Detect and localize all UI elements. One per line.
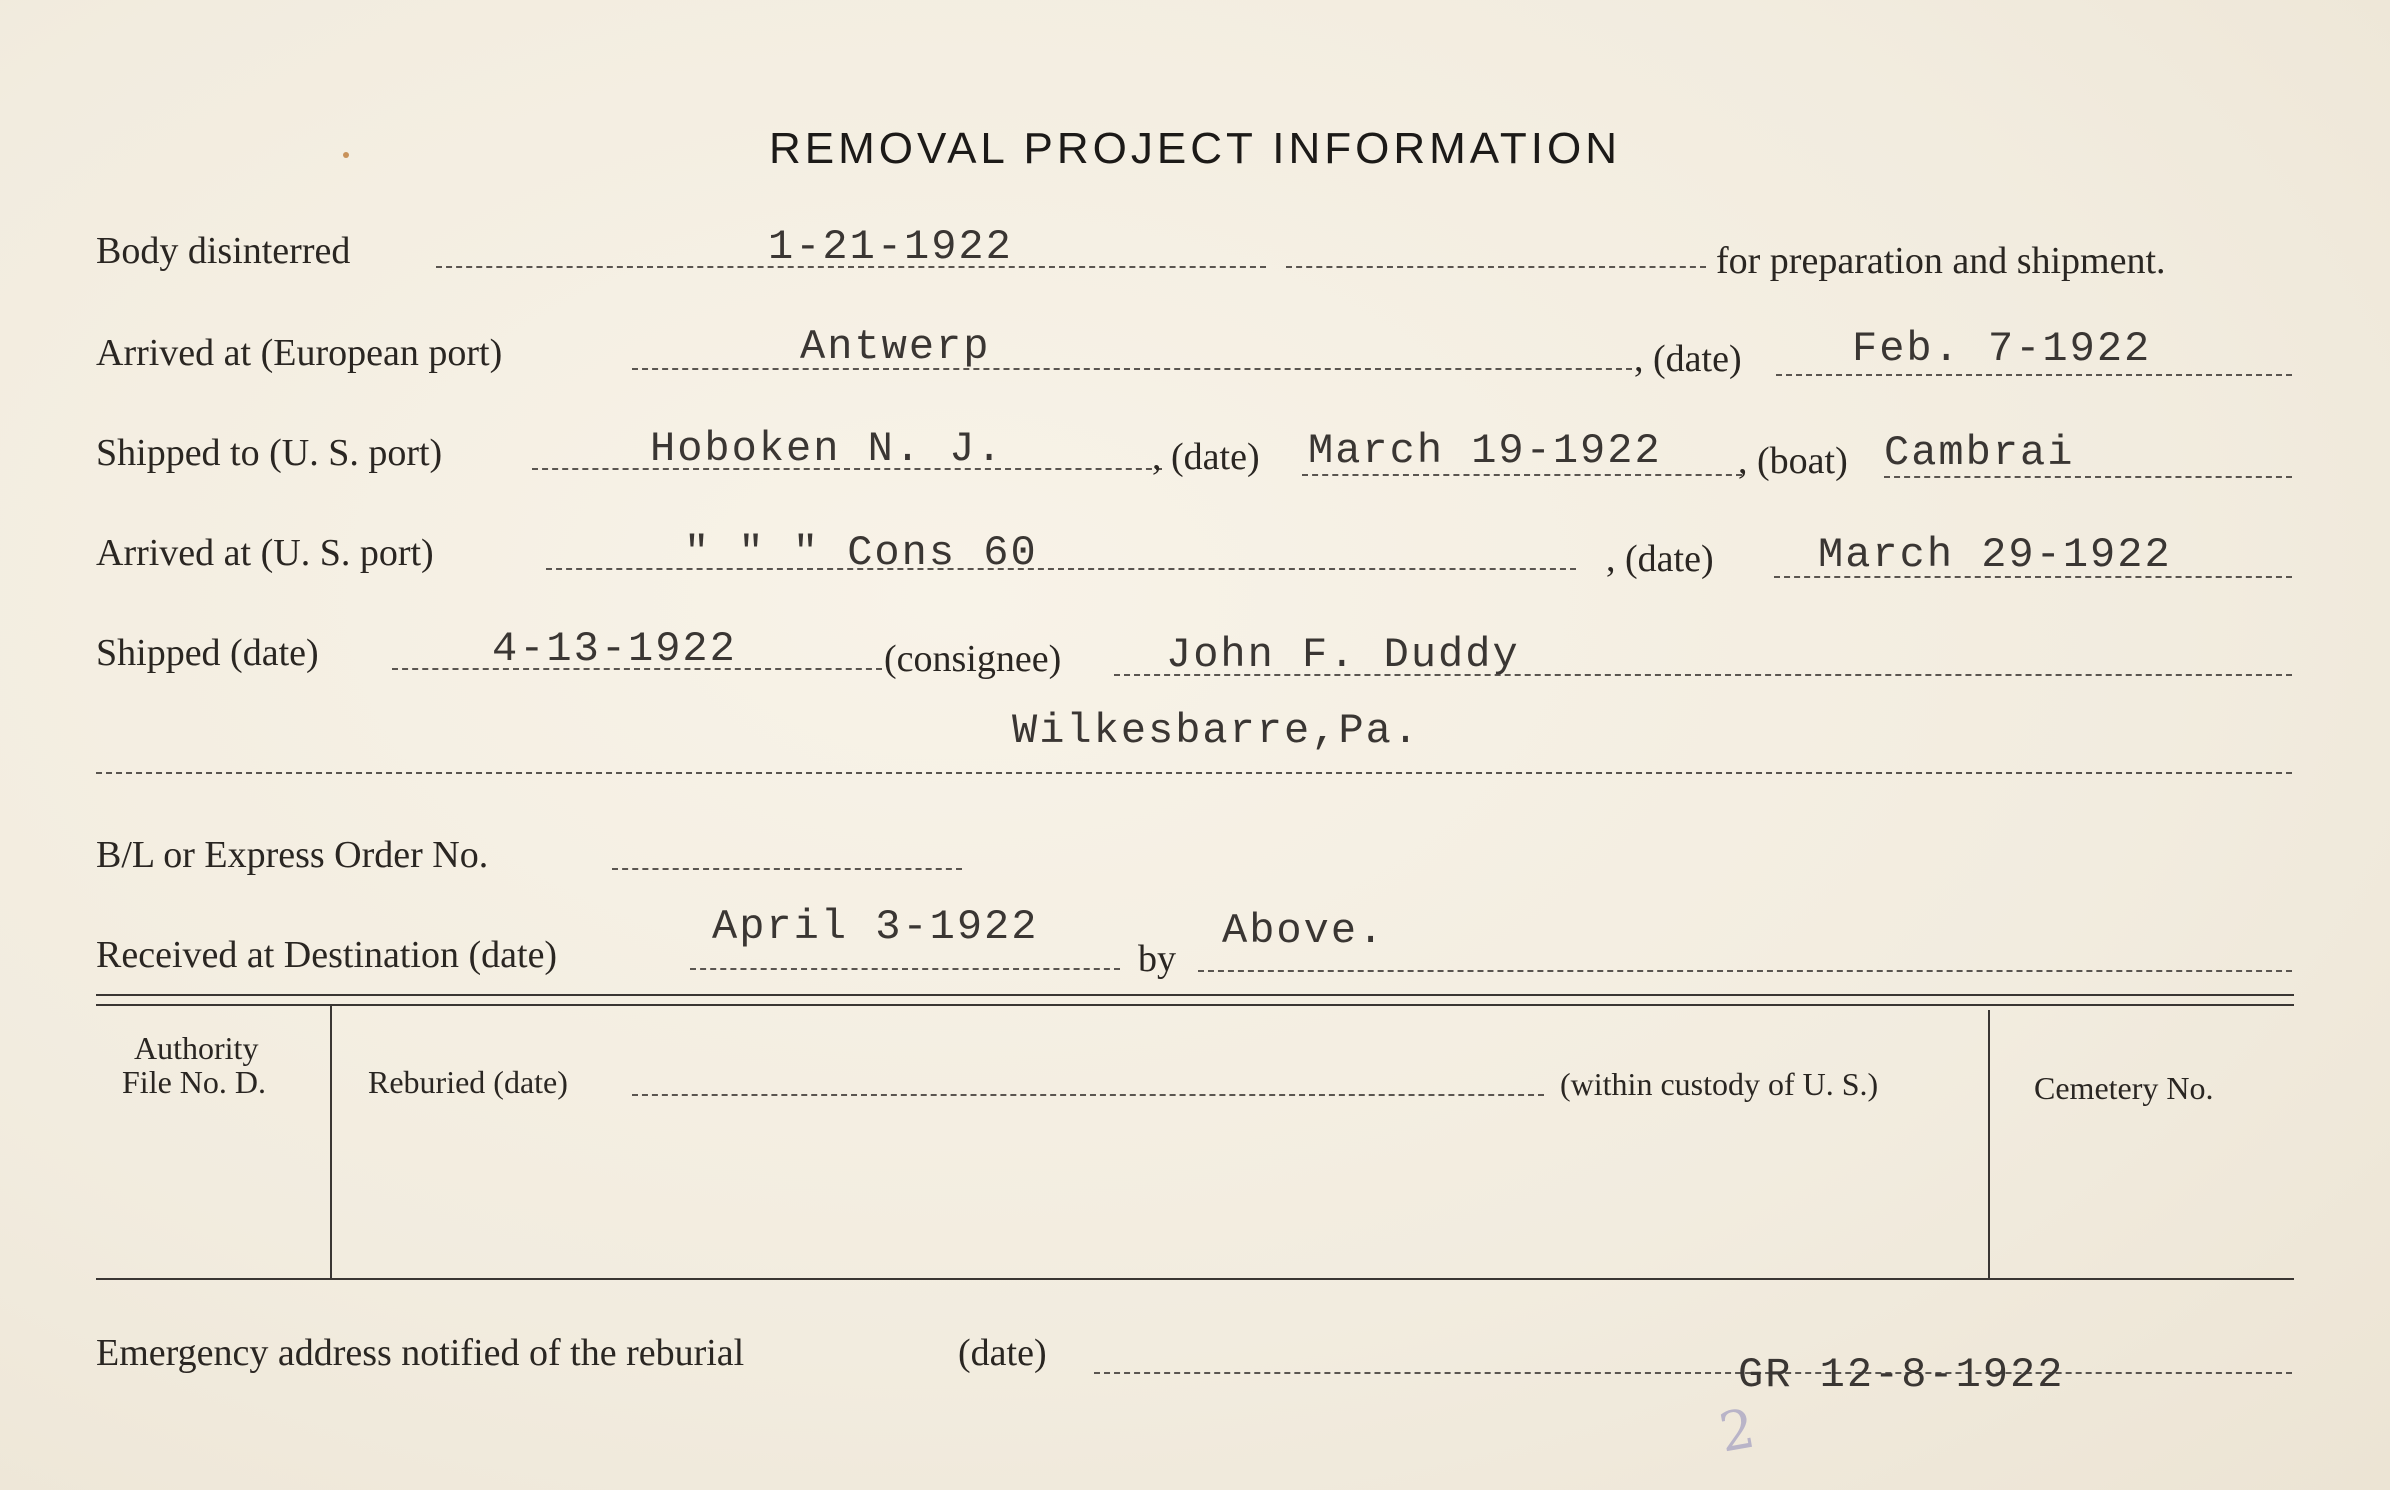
table-divider-left	[330, 1004, 332, 1278]
received-line	[690, 968, 1120, 970]
arrived-us-label: Arrived at (U. S. port)	[96, 532, 434, 574]
emergency-date-label: (date)	[958, 1332, 1047, 1374]
reburied-label: Reburied (date)	[368, 1064, 568, 1100]
received-by-value: Above.	[1222, 907, 1386, 955]
disinterred-label: Body disinterred	[96, 230, 351, 272]
card-title: REMOVAL PROJECT INFORMATION	[769, 124, 1621, 173]
table-bottom-rule	[96, 1278, 2294, 1280]
table-divider-right	[1988, 1010, 1990, 1280]
european-date-label: , (date)	[1634, 338, 1742, 380]
us-port-value: Hoboken N. J.	[650, 425, 1004, 473]
arrived-us-date-label: , (date)	[1606, 538, 1714, 580]
authority-label-2: File No. D.	[122, 1064, 266, 1100]
arrived-us-value: " " " Cons 60	[684, 529, 1038, 577]
european-port-value: Antwerp	[800, 323, 991, 371]
shipped-date-label: Shipped (date)	[96, 632, 319, 674]
received-value: April 3-1922	[712, 903, 1039, 951]
received-by-line	[1198, 970, 2292, 972]
arrived-us-date-value: March 29-1922	[1818, 531, 2172, 579]
table-top-rule-1	[96, 994, 2294, 996]
address-line	[96, 772, 2292, 774]
consignee-label: (consignee)	[884, 638, 1062, 680]
european-port-line	[632, 368, 1632, 370]
disinterred-line-2	[1286, 266, 1706, 268]
table-top-rule-2	[96, 1004, 2294, 1006]
reburied-line	[632, 1094, 1544, 1096]
consignee-value: John F. Duddy	[1166, 631, 1520, 679]
authority-label-1: Authority	[134, 1030, 259, 1066]
boat-value: Cambrai	[1884, 429, 2075, 477]
bl-line	[612, 868, 962, 870]
emergency-value: GR 12-8-1922	[1738, 1351, 2065, 1399]
received-label: Received at Destination (date)	[96, 934, 558, 976]
emergency-line	[1094, 1372, 2292, 1374]
us-port-label: Shipped to (U. S. port)	[96, 432, 443, 474]
european-port-label: Arrived at (European port)	[96, 332, 503, 374]
european-date-line	[1776, 374, 2292, 376]
european-date-value: Feb. 7-1922	[1852, 325, 2152, 373]
disinterred-suffix: for preparation and shipment.	[1716, 240, 2166, 282]
disinterred-value: 1-21-1922	[768, 223, 1013, 271]
pencil-mark: 2	[1714, 1396, 1760, 1465]
shipped-date-value: 4-13-1922	[492, 625, 737, 673]
us-ship-date-label: , (date)	[1152, 436, 1260, 478]
cemetery-label: Cemetery No.	[2034, 1070, 2214, 1106]
bl-label: B/L or Express Order No.	[96, 834, 489, 876]
received-by-label: by	[1138, 938, 1176, 980]
emergency-label: Emergency address notified of the reburial	[96, 1332, 745, 1374]
us-ship-date-value: March 19-1922	[1308, 427, 1662, 475]
custody-label: (within custody of U. S.)	[1560, 1066, 1879, 1102]
consignee-address: Wilkesbarre,Pa.	[1012, 707, 1421, 755]
boat-label: , (boat)	[1738, 440, 1848, 482]
